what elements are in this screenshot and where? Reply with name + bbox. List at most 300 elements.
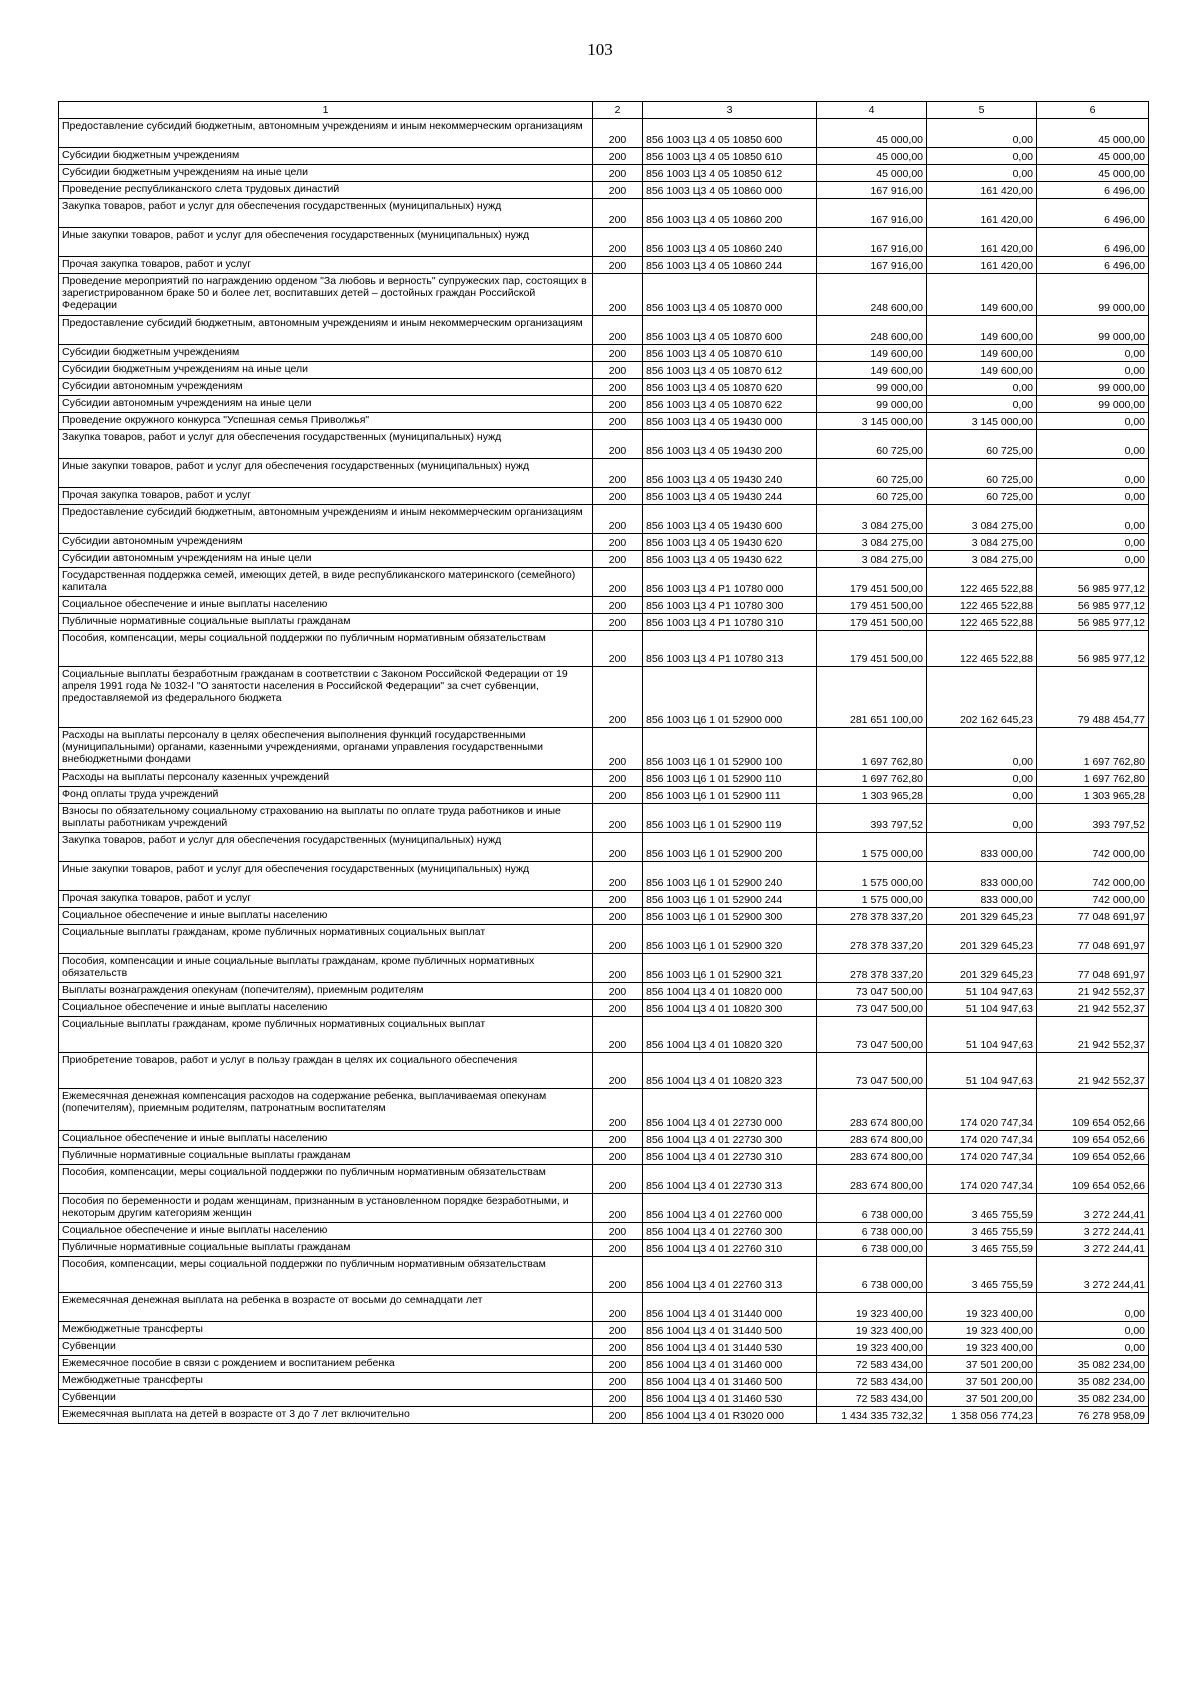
row-executed-amount: 122 465 522,88	[927, 568, 1037, 597]
row-unexecuted-amount: 3 272 244,41	[1037, 1194, 1149, 1223]
row-unexecuted-amount: 99 000,00	[1037, 396, 1149, 413]
row-unexecuted-amount: 0,00	[1037, 551, 1149, 568]
row-code: 200	[593, 430, 643, 459]
row-name: Социальное обеспечение и иные выплаты населению	[59, 1000, 593, 1017]
row-unexecuted-amount: 56 985 977,12	[1037, 614, 1149, 631]
table-row	[59, 1373, 1149, 1390]
row-classification-code: 856 1003 Ц6 1 01 52900 320	[643, 925, 817, 954]
table-row	[59, 362, 1149, 379]
row-code: 200	[593, 1223, 643, 1240]
row-approved-amount: 3 084 275,00	[817, 505, 927, 534]
table-row	[59, 274, 1149, 316]
column-number-3: 3	[643, 102, 817, 119]
row-classification-code: 856 1004 Ц3 4 01 10820 320	[643, 1017, 817, 1053]
table-row	[59, 833, 1149, 862]
row-unexecuted-amount: 6 496,00	[1037, 228, 1149, 257]
row-executed-amount: 161 420,00	[927, 257, 1037, 274]
row-unexecuted-amount: 77 048 691,97	[1037, 908, 1149, 925]
row-classification-code: 856 1003 Ц6 1 01 52900 240	[643, 862, 817, 891]
table-row	[59, 148, 1149, 165]
table-row	[59, 891, 1149, 908]
row-executed-amount: 3 145 000,00	[927, 413, 1037, 430]
row-unexecuted-amount: 56 985 977,12	[1037, 597, 1149, 614]
row-classification-code: 856 1003 Ц3 4 05 10850 610	[643, 148, 817, 165]
row-classification-code: 856 1004 Ц3 4 01 22730 300	[643, 1131, 817, 1148]
row-code: 200	[593, 1000, 643, 1017]
row-approved-amount: 149 600,00	[817, 345, 927, 362]
column-number-row	[59, 102, 1149, 119]
row-approved-amount: 1 575 000,00	[817, 891, 927, 908]
row-classification-code: 856 1003 Ц3 4 Р1 10780 000	[643, 568, 817, 597]
table-row	[59, 430, 1149, 459]
table-row	[59, 505, 1149, 534]
row-unexecuted-amount: 35 082 234,00	[1037, 1373, 1149, 1390]
table-row	[59, 1165, 1149, 1194]
row-name: Прочая закупка товаров, работ и услуг	[59, 257, 593, 274]
table-row	[59, 1257, 1149, 1293]
row-executed-amount: 149 600,00	[927, 316, 1037, 345]
row-code: 200	[593, 1148, 643, 1165]
row-classification-code: 856 1003 Ц6 1 01 52900 000	[643, 667, 817, 728]
row-approved-amount: 167 916,00	[817, 228, 927, 257]
row-unexecuted-amount: 109 654 052,66	[1037, 1148, 1149, 1165]
row-executed-amount: 161 420,00	[927, 228, 1037, 257]
row-classification-code: 856 1003 Ц3 4 05 10860 240	[643, 228, 817, 257]
row-code: 200	[593, 459, 643, 488]
row-classification-code: 856 1003 Ц3 4 05 19430 600	[643, 505, 817, 534]
row-unexecuted-amount: 76 278 958,09	[1037, 1407, 1149, 1424]
row-executed-amount: 3 084 275,00	[927, 551, 1037, 568]
row-code: 200	[593, 534, 643, 551]
row-classification-code: 856 1003 Ц3 4 05 10870 000	[643, 274, 817, 316]
table-row	[59, 908, 1149, 925]
row-name: Государственная поддержка семей, имеющих детей, в виде республиканского материнского (семейного) капитала	[59, 568, 593, 597]
row-classification-code: 856 1004 Ц3 4 01 31440 500	[643, 1322, 817, 1339]
row-unexecuted-amount: 3 272 244,41	[1037, 1240, 1149, 1257]
row-code: 200	[593, 1257, 643, 1293]
row-unexecuted-amount: 0,00	[1037, 505, 1149, 534]
row-executed-amount: 201 329 645,23	[927, 908, 1037, 925]
row-unexecuted-amount: 35 082 234,00	[1037, 1356, 1149, 1373]
row-name: Пособия, компенсации, меры социальной поддержки по публичным нормативным обязательствам	[59, 631, 593, 667]
row-code: 200	[593, 165, 643, 182]
row-code: 200	[593, 362, 643, 379]
row-name: Субсидии автономным учреждениям	[59, 379, 593, 396]
row-code: 200	[593, 1131, 643, 1148]
row-code: 200	[593, 614, 643, 631]
row-executed-amount: 122 465 522,88	[927, 631, 1037, 667]
row-code: 200	[593, 983, 643, 1000]
row-code: 200	[593, 228, 643, 257]
table-row	[59, 257, 1149, 274]
row-approved-amount: 393 797,52	[817, 804, 927, 833]
row-approved-amount: 149 600,00	[817, 362, 927, 379]
row-unexecuted-amount: 0,00	[1037, 1339, 1149, 1356]
row-classification-code: 856 1004 Ц3 4 01 31440 000	[643, 1293, 817, 1322]
row-approved-amount: 99 000,00	[817, 379, 927, 396]
row-unexecuted-amount: 99 000,00	[1037, 274, 1149, 316]
table-row	[59, 459, 1149, 488]
row-name: Закупка товаров, работ и услуг для обеспечения государственных (муниципальных) нужд	[59, 199, 593, 228]
row-code: 200	[593, 667, 643, 728]
row-unexecuted-amount: 21 942 552,37	[1037, 1017, 1149, 1053]
row-approved-amount: 3 084 275,00	[817, 551, 927, 568]
row-executed-amount: 0,00	[927, 119, 1037, 148]
row-executed-amount: 1 358 056 774,23	[927, 1407, 1037, 1424]
row-approved-amount: 45 000,00	[817, 148, 927, 165]
row-approved-amount: 179 451 500,00	[817, 568, 927, 597]
row-classification-code: 856 1003 Ц6 1 01 52900 119	[643, 804, 817, 833]
row-code: 200	[593, 316, 643, 345]
row-unexecuted-amount: 393 797,52	[1037, 804, 1149, 833]
column-number-1: 1	[59, 102, 593, 119]
row-unexecuted-amount: 6 496,00	[1037, 182, 1149, 199]
table-row	[59, 631, 1149, 667]
row-name: Межбюджетные трансферты	[59, 1373, 593, 1390]
table-row	[59, 1131, 1149, 1148]
table-row	[59, 1293, 1149, 1322]
row-name: Расходы на выплаты персоналу в целях обеспечения выполнения функций государственными (муниципальными) органами, казенными учреждениями, органами управления государственными внебюджетными фондами	[59, 728, 593, 770]
row-unexecuted-amount: 0,00	[1037, 362, 1149, 379]
row-executed-amount: 161 420,00	[927, 182, 1037, 199]
row-approved-amount: 3 084 275,00	[817, 534, 927, 551]
row-executed-amount: 3 465 755,59	[927, 1194, 1037, 1223]
row-unexecuted-amount: 77 048 691,97	[1037, 954, 1149, 983]
row-approved-amount: 6 738 000,00	[817, 1223, 927, 1240]
row-classification-code: 856 1004 Ц3 4 01 22760 310	[643, 1240, 817, 1257]
row-unexecuted-amount: 109 654 052,66	[1037, 1131, 1149, 1148]
row-approved-amount: 60 725,00	[817, 459, 927, 488]
row-unexecuted-amount: 0,00	[1037, 1293, 1149, 1322]
row-name: Социальные выплаты безработным гражданам в соответствии с Законом Российской Федерации от 19 апреля 1991 года № 1032-I "О занятости населения в Российской Федерации" за счет субвенции, предоставляемой из федерального бюджета	[59, 667, 593, 728]
row-code: 200	[593, 413, 643, 430]
table-row	[59, 551, 1149, 568]
row-approved-amount: 179 451 500,00	[817, 631, 927, 667]
row-code: 200	[593, 925, 643, 954]
table-row	[59, 804, 1149, 833]
row-approved-amount: 179 451 500,00	[817, 597, 927, 614]
row-executed-amount: 60 725,00	[927, 459, 1037, 488]
row-name: Проведение республиканского слета трудовых династий	[59, 182, 593, 199]
row-approved-amount: 283 674 800,00	[817, 1165, 927, 1194]
row-name: Иные закупки товаров, работ и услуг для обеспечения государственных (муниципальных) нужд	[59, 862, 593, 891]
row-executed-amount: 149 600,00	[927, 274, 1037, 316]
column-number-2: 2	[593, 102, 643, 119]
row-unexecuted-amount: 0,00	[1037, 413, 1149, 430]
row-executed-amount: 0,00	[927, 728, 1037, 770]
table-row	[59, 1000, 1149, 1017]
table-row	[59, 614, 1149, 631]
table-row	[59, 1148, 1149, 1165]
row-executed-amount: 833 000,00	[927, 862, 1037, 891]
row-code: 200	[593, 1240, 643, 1257]
table-row	[59, 1339, 1149, 1356]
row-approved-amount: 72 583 434,00	[817, 1356, 927, 1373]
table-row	[59, 1194, 1149, 1223]
table-row	[59, 534, 1149, 551]
row-unexecuted-amount: 77 048 691,97	[1037, 925, 1149, 954]
row-name: Социальное обеспечение и иные выплаты населению	[59, 1131, 593, 1148]
table-row	[59, 597, 1149, 614]
row-approved-amount: 248 600,00	[817, 316, 927, 345]
row-name: Прочая закупка товаров, работ и услуг	[59, 488, 593, 505]
row-name: Субсидии бюджетным учреждениям на иные цели	[59, 362, 593, 379]
row-executed-amount: 51 104 947,63	[927, 983, 1037, 1000]
row-approved-amount: 73 047 500,00	[817, 1017, 927, 1053]
row-approved-amount: 72 583 434,00	[817, 1390, 927, 1407]
row-approved-amount: 278 378 337,20	[817, 908, 927, 925]
row-name: Закупка товаров, работ и услуг для обеспечения государственных (муниципальных) нужд	[59, 833, 593, 862]
table-row	[59, 182, 1149, 199]
row-code: 200	[593, 891, 643, 908]
row-approved-amount: 73 047 500,00	[817, 1000, 927, 1017]
column-number-5: 5	[927, 102, 1037, 119]
table-row	[59, 862, 1149, 891]
row-approved-amount: 60 725,00	[817, 430, 927, 459]
row-name: Проведение окружного конкурса "Успешная семья Приволжья"	[59, 413, 593, 430]
row-executed-amount: 149 600,00	[927, 362, 1037, 379]
row-executed-amount: 37 501 200,00	[927, 1373, 1037, 1390]
row-executed-amount: 19 323 400,00	[927, 1339, 1037, 1356]
row-code: 200	[593, 1390, 643, 1407]
row-unexecuted-amount: 0,00	[1037, 488, 1149, 505]
row-name: Предоставление субсидий бюджетным, автономным учреждениям и иным некоммерческим организациям	[59, 119, 593, 148]
row-name: Иные закупки товаров, работ и услуг для обеспечения государственных (муниципальных) нужд	[59, 459, 593, 488]
row-approved-amount: 6 738 000,00	[817, 1240, 927, 1257]
row-executed-amount: 161 420,00	[927, 199, 1037, 228]
table-row	[59, 954, 1149, 983]
row-classification-code: 856 1004 Ц3 4 01 22730 313	[643, 1165, 817, 1194]
row-unexecuted-amount: 45 000,00	[1037, 165, 1149, 182]
row-approved-amount: 73 047 500,00	[817, 983, 927, 1000]
row-code: 200	[593, 1053, 643, 1089]
row-approved-amount: 167 916,00	[817, 199, 927, 228]
row-executed-amount: 3 465 755,59	[927, 1223, 1037, 1240]
row-classification-code: 856 1004 Ц3 4 01 22760 000	[643, 1194, 817, 1223]
row-classification-code: 856 1004 Ц3 4 01 22760 300	[643, 1223, 817, 1240]
row-code: 200	[593, 833, 643, 862]
row-name: Социальные выплаты гражданам, кроме публичных нормативных социальных выплат	[59, 925, 593, 954]
page-number: 103	[587, 40, 613, 59]
row-approved-amount: 167 916,00	[817, 257, 927, 274]
row-unexecuted-amount: 21 942 552,37	[1037, 1000, 1149, 1017]
row-name: Субсидии бюджетным учреждениям	[59, 148, 593, 165]
row-approved-amount: 45 000,00	[817, 165, 927, 182]
row-executed-amount: 60 725,00	[927, 430, 1037, 459]
row-code: 200	[593, 908, 643, 925]
row-approved-amount: 1 697 762,80	[817, 770, 927, 787]
row-code: 200	[593, 1356, 643, 1373]
row-name: Публичные нормативные социальные выплаты гражданам	[59, 614, 593, 631]
row-executed-amount: 51 104 947,63	[927, 1017, 1037, 1053]
row-unexecuted-amount: 0,00	[1037, 534, 1149, 551]
row-unexecuted-amount: 742 000,00	[1037, 862, 1149, 891]
table-row	[59, 1089, 1149, 1131]
row-unexecuted-amount: 45 000,00	[1037, 148, 1149, 165]
row-approved-amount: 167 916,00	[817, 182, 927, 199]
table-row	[59, 413, 1149, 430]
row-code: 200	[593, 119, 643, 148]
row-name: Взносы по обязательному социальному страхованию на выплаты по оплате труда работников и иные выплаты работникам учреждений	[59, 804, 593, 833]
row-executed-amount: 174 020 747,34	[927, 1148, 1037, 1165]
table-row	[59, 1407, 1149, 1424]
row-approved-amount: 6 738 000,00	[817, 1194, 927, 1223]
row-classification-code: 856 1003 Ц3 4 05 19430 622	[643, 551, 817, 568]
row-code: 200	[593, 1089, 643, 1131]
table-row	[59, 983, 1149, 1000]
row-executed-amount: 174 020 747,34	[927, 1165, 1037, 1194]
row-name: Проведение мероприятий по награждению орденом "За любовь и верность" супружеских пар, состоящих в зарегистрированном браке 50 и более лет, воспитавших детей – достойных граждан Российской Федерации	[59, 274, 593, 316]
row-unexecuted-amount: 109 654 052,66	[1037, 1165, 1149, 1194]
row-name: Межбюджетные трансферты	[59, 1322, 593, 1339]
row-executed-amount: 51 104 947,63	[927, 1000, 1037, 1017]
table-row	[59, 770, 1149, 787]
table-row	[59, 787, 1149, 804]
row-name: Субсидии автономным учреждениям на иные цели	[59, 551, 593, 568]
row-classification-code: 856 1004 Ц3 4 01 31460 530	[643, 1390, 817, 1407]
row-approved-amount: 3 145 000,00	[817, 413, 927, 430]
row-unexecuted-amount: 99 000,00	[1037, 379, 1149, 396]
row-code: 200	[593, 1017, 643, 1053]
row-name: Выплаты вознаграждения опекунам (попечителям), приемным родителям	[59, 983, 593, 1000]
row-approved-amount: 283 674 800,00	[817, 1148, 927, 1165]
row-classification-code: 856 1003 Ц3 4 Р1 10780 313	[643, 631, 817, 667]
row-approved-amount: 1 575 000,00	[817, 833, 927, 862]
row-approved-amount: 19 323 400,00	[817, 1339, 927, 1356]
row-unexecuted-amount: 0,00	[1037, 345, 1149, 362]
row-approved-amount: 1 697 762,80	[817, 728, 927, 770]
table-row	[59, 925, 1149, 954]
row-name: Предоставление субсидий бюджетным, автономным учреждениям и иным некоммерческим организациям	[59, 316, 593, 345]
row-approved-amount: 1 434 335 732,32	[817, 1407, 927, 1424]
row-code: 200	[593, 631, 643, 667]
row-executed-amount: 0,00	[927, 148, 1037, 165]
row-classification-code: 856 1004 Ц3 4 01 R3020 000	[643, 1407, 817, 1424]
row-classification-code: 856 1003 Ц3 4 05 19430 244	[643, 488, 817, 505]
row-unexecuted-amount: 1 697 762,80	[1037, 770, 1149, 787]
table-row	[59, 568, 1149, 597]
table-row	[59, 1240, 1149, 1257]
row-executed-amount: 833 000,00	[927, 891, 1037, 908]
row-name: Фонд оплаты труда учреждений	[59, 787, 593, 804]
column-number-6: 6	[1037, 102, 1149, 119]
row-name: Прочая закупка товаров, работ и услуг	[59, 891, 593, 908]
row-unexecuted-amount: 1 303 965,28	[1037, 787, 1149, 804]
row-code: 200	[593, 182, 643, 199]
row-unexecuted-amount: 742 000,00	[1037, 891, 1149, 908]
row-name: Закупка товаров, работ и услуг для обеспечения государственных (муниципальных) нужд	[59, 430, 593, 459]
row-classification-code: 856 1004 Ц3 4 01 31440 530	[643, 1339, 817, 1356]
row-unexecuted-amount: 35 082 234,00	[1037, 1390, 1149, 1407]
row-name: Пособия, компенсации и иные социальные выплаты гражданам, кроме публичных нормативных обязательств	[59, 954, 593, 983]
row-classification-code: 856 1003 Ц3 4 05 19430 000	[643, 413, 817, 430]
row-classification-code: 856 1004 Ц3 4 01 22760 313	[643, 1257, 817, 1293]
row-code: 200	[593, 551, 643, 568]
table-row	[59, 728, 1149, 770]
row-name: Субсидии автономным учреждениям	[59, 534, 593, 551]
row-executed-amount: 201 329 645,23	[927, 954, 1037, 983]
row-classification-code: 856 1003 Ц3 4 05 10870 600	[643, 316, 817, 345]
row-unexecuted-amount: 79 488 454,77	[1037, 667, 1149, 728]
row-executed-amount: 0,00	[927, 787, 1037, 804]
row-code: 200	[593, 505, 643, 534]
row-unexecuted-amount: 56 985 977,12	[1037, 631, 1149, 667]
table-row	[59, 379, 1149, 396]
row-approved-amount: 73 047 500,00	[817, 1053, 927, 1089]
row-approved-amount: 283 674 800,00	[817, 1131, 927, 1148]
row-unexecuted-amount: 21 942 552,37	[1037, 1053, 1149, 1089]
row-unexecuted-amount: 56 985 977,12	[1037, 568, 1149, 597]
row-classification-code: 856 1003 Ц3 4 Р1 10780 300	[643, 597, 817, 614]
row-approved-amount: 278 378 337,20	[817, 954, 927, 983]
row-executed-amount: 3 084 275,00	[927, 505, 1037, 534]
row-unexecuted-amount: 21 942 552,37	[1037, 983, 1149, 1000]
row-classification-code: 856 1003 Ц3 4 05 10860 244	[643, 257, 817, 274]
row-classification-code: 856 1003 Ц3 4 05 19430 200	[643, 430, 817, 459]
table-row	[59, 488, 1149, 505]
row-executed-amount: 833 000,00	[927, 833, 1037, 862]
row-code: 200	[593, 1407, 643, 1424]
row-approved-amount: 278 378 337,20	[817, 925, 927, 954]
row-approved-amount: 281 651 100,00	[817, 667, 927, 728]
row-executed-amount: 19 323 400,00	[927, 1322, 1037, 1339]
row-classification-code: 856 1003 Ц6 1 01 52900 200	[643, 833, 817, 862]
row-name: Ежемесячная выплата на детей в возрасте от 3 до 7 лет включительно	[59, 1407, 593, 1424]
row-unexecuted-amount: 0,00	[1037, 459, 1149, 488]
row-unexecuted-amount: 3 272 244,41	[1037, 1257, 1149, 1293]
row-executed-amount: 149 600,00	[927, 345, 1037, 362]
row-code: 200	[593, 379, 643, 396]
row-executed-amount: 19 323 400,00	[927, 1293, 1037, 1322]
row-name: Пособия, компенсации, меры социальной поддержки по публичным нормативным обязательствам	[59, 1165, 593, 1194]
row-classification-code: 856 1003 Ц3 4 05 10870 620	[643, 379, 817, 396]
row-name: Публичные нормативные социальные выплаты гражданам	[59, 1240, 593, 1257]
row-code: 200	[593, 787, 643, 804]
row-name: Ежемесячная денежная компенсация расходов на содержание ребенка, выплачиваемая опекунам (попечителям), приемным родителям, патронатным воспитателям	[59, 1089, 593, 1131]
row-classification-code: 856 1003 Ц3 4 05 10850 612	[643, 165, 817, 182]
row-executed-amount: 37 501 200,00	[927, 1356, 1037, 1373]
table-row	[59, 199, 1149, 228]
row-executed-amount: 0,00	[927, 804, 1037, 833]
row-approved-amount: 99 000,00	[817, 396, 927, 413]
row-approved-amount: 179 451 500,00	[817, 614, 927, 631]
table-row	[59, 345, 1149, 362]
row-code: 200	[593, 396, 643, 413]
row-classification-code: 856 1004 Ц3 4 01 22730 310	[643, 1148, 817, 1165]
row-name: Социальные выплаты гражданам, кроме публичных нормативных социальных выплат	[59, 1017, 593, 1053]
row-executed-amount: 0,00	[927, 396, 1037, 413]
row-classification-code: 856 1003 Ц3 4 05 19430 620	[643, 534, 817, 551]
row-classification-code: 856 1004 Ц3 4 01 10820 300	[643, 1000, 817, 1017]
row-name: Публичные нормативные социальные выплаты гражданам	[59, 1148, 593, 1165]
row-executed-amount: 174 020 747,34	[927, 1089, 1037, 1131]
row-classification-code: 856 1003 Ц6 1 01 52900 244	[643, 891, 817, 908]
row-name: Ежемесячное пособие в связи с рождением и воспитанием ребенка	[59, 1356, 593, 1373]
row-code: 200	[593, 1339, 643, 1356]
table-row	[59, 1390, 1149, 1407]
row-executed-amount: 51 104 947,63	[927, 1053, 1037, 1089]
row-approved-amount: 6 738 000,00	[817, 1257, 927, 1293]
row-approved-amount: 1 575 000,00	[817, 862, 927, 891]
row-name: Ежемесячная денежная выплата на ребенка в возрасте от восьми до семнадцати лет	[59, 1293, 593, 1322]
row-executed-amount: 0,00	[927, 770, 1037, 787]
row-code: 200	[593, 1373, 643, 1390]
row-unexecuted-amount: 109 654 052,66	[1037, 1089, 1149, 1131]
row-unexecuted-amount: 1 697 762,80	[1037, 728, 1149, 770]
row-name: Социальное обеспечение и иные выплаты населению	[59, 597, 593, 614]
table-row	[59, 396, 1149, 413]
row-unexecuted-amount: 45 000,00	[1037, 119, 1149, 148]
